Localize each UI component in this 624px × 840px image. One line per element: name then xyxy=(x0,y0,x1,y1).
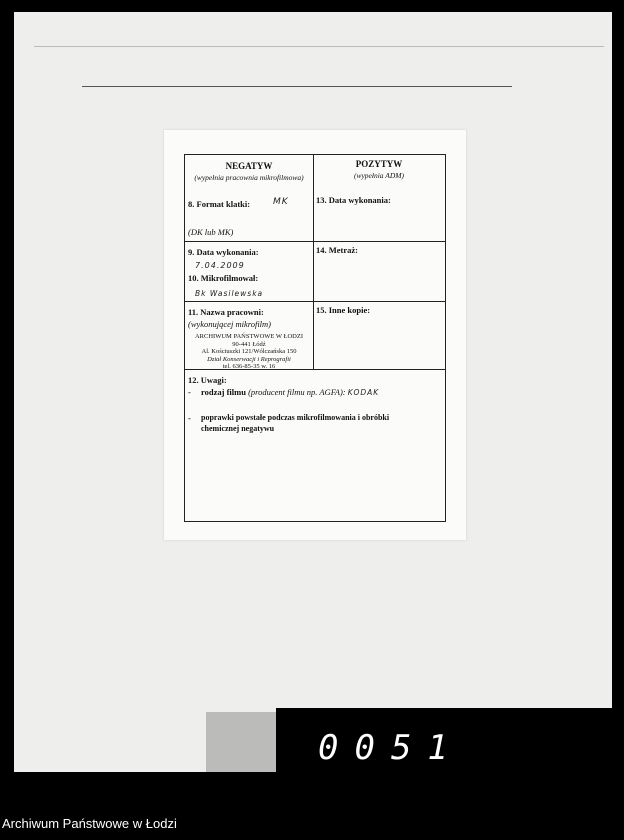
data9-value: 7.04.2009 xyxy=(195,261,245,270)
archiwum-stamp xyxy=(185,333,313,371)
film-shadow xyxy=(206,712,276,772)
pracownia-subtitle: (wykonującej mikrofilm) xyxy=(188,319,272,329)
rodzaj-label: rodzaj filmu xyxy=(201,387,246,397)
stamp-line: Al. Kościuszki 121/Wólczańska 150 xyxy=(201,348,297,355)
pozytyw-title: POZYTYW xyxy=(355,159,403,169)
grid-line xyxy=(185,301,445,302)
mikrofilmowal-label: 10. Mikrofilmował: xyxy=(188,273,259,283)
frame-line-inner xyxy=(82,86,512,87)
rodzaj-sub: (producent filmu np. AGFA): xyxy=(248,387,346,397)
microfilm-frame xyxy=(14,12,612,772)
pracownia-label: 11. Nazwa pracowni: xyxy=(188,307,264,317)
negatyw-subtitle: (wypełnia pracownia mikrofilmowa) xyxy=(194,173,304,182)
format-label: 8. Format klatki: xyxy=(188,199,251,209)
data13-label: 13. Data wykonania: xyxy=(316,195,391,205)
stamp-line: 90-441 Łódź xyxy=(232,340,266,348)
poprawki-line1: poprawki powstałe podczas mikrofilmowania i obróbki xyxy=(201,413,390,422)
metraz-label: 14. Metraż: xyxy=(316,245,359,255)
stamp-line: ARCHIWUM PAŃSTWOWE W ŁODZI xyxy=(194,333,304,340)
poprawki-bullet: - xyxy=(188,413,191,423)
footer-caption: Archiwum Państwowe w Łodzi xyxy=(2,816,177,831)
frame-line-top xyxy=(34,46,604,47)
frame-counter: 0051 xyxy=(318,728,464,768)
format-value: MK xyxy=(273,197,289,207)
inne-kopie-label: 15. Inne kopie: xyxy=(316,305,371,315)
pozytyw-subtitle: (wypełnia ADM) xyxy=(353,171,405,180)
stamp-line: Dział Konserwacji i Reprografii xyxy=(207,355,291,363)
format-note: (DK lub MK) xyxy=(188,227,234,237)
rodzaj-bullet: - xyxy=(188,387,191,397)
microfilm-card xyxy=(164,130,466,540)
mikrofilmowal-signature: Bk Wasilewska xyxy=(195,289,264,298)
grid-divider-vertical xyxy=(313,155,314,369)
footer-bar xyxy=(0,806,624,840)
rodzaj-value: KODAK xyxy=(347,388,380,397)
negatyw-title: NEGATYW xyxy=(225,161,273,171)
stamp-line: tel. 636-85-35 w. 16 xyxy=(222,363,276,370)
grid-line xyxy=(185,241,445,242)
card-grid xyxy=(184,154,446,522)
data9-label: 9. Data wykonania: xyxy=(188,247,259,257)
poprawki-line2: chemicznej negatywu xyxy=(201,424,275,433)
rodzaj-line xyxy=(201,387,379,397)
uwagi-label: 12. Uwagi: xyxy=(188,375,227,385)
